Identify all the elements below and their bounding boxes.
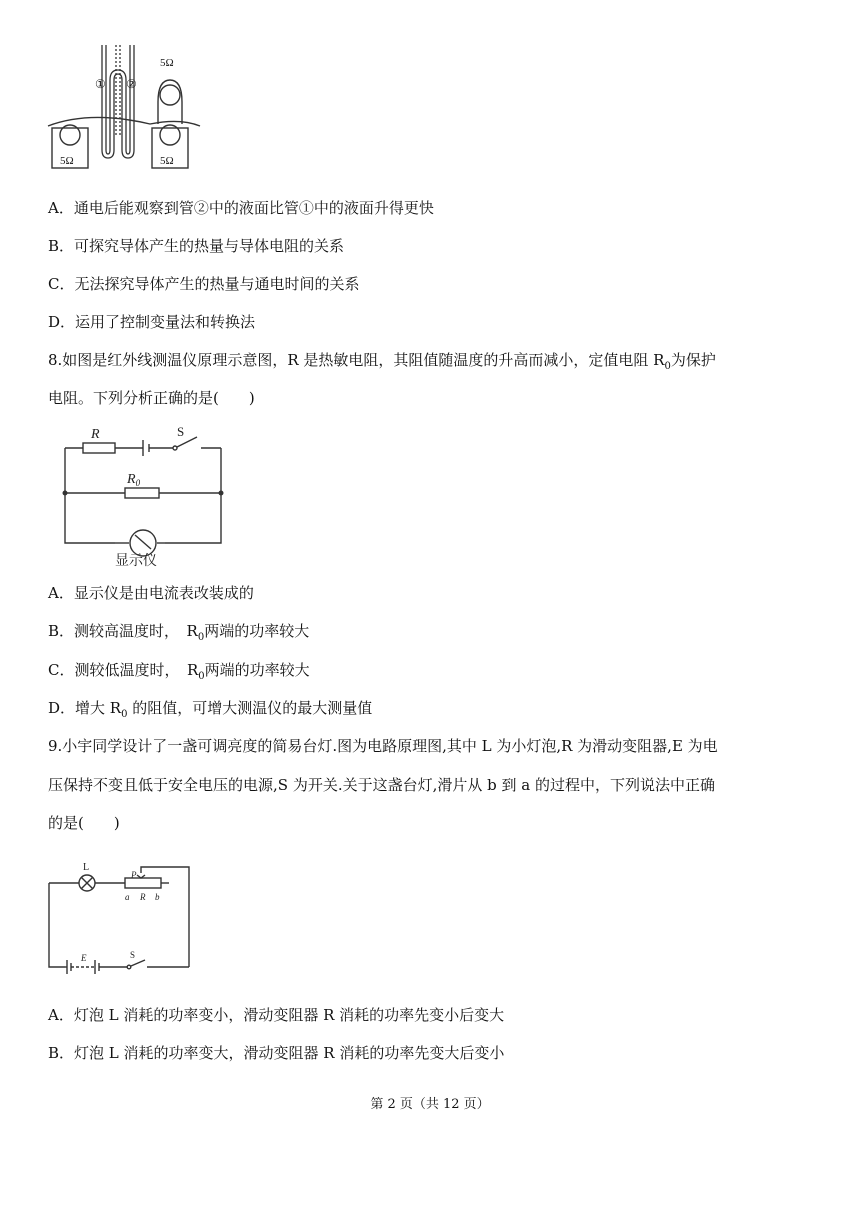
end-a-label: a (125, 892, 130, 902)
resistor-top-label: 5Ω (160, 57, 174, 69)
q7-option-b: B．可探究导体产生的热量与导体电阻的关系 (48, 237, 345, 255)
end-b-label: b (155, 892, 160, 902)
slider-label: P (131, 870, 137, 880)
meter-label: 显示仪 (115, 554, 157, 569)
q8-option-d: D．增大 $R_0$ 的阻值，可增大测温仪的最大测量值 (48, 699, 373, 720)
q8-stem-line1: 8.如图是红外线测温仪原理示意图，R 是热敏电阻，其阻值随温度的升高而减小，定值电阻 $R_0$为保护 (48, 351, 716, 372)
q9-stem-line3: 的是( ) (48, 814, 120, 832)
q8-option-c: C．测较低温度时， $R_0$两端的功率较大 (48, 661, 310, 682)
lamp-label: L (83, 862, 90, 873)
rheostat-label: R (140, 892, 146, 902)
page-footer: 第 2 页（共 12 页） (370, 1097, 490, 1112)
r0-label: $R_0$ (127, 472, 141, 488)
q9-stem-line2: 压保持不变且低于安全电压的电源,S 为开关.关于这盏台灯,滑片从 b 到 a 的过程中，下列说法中正确 (48, 776, 715, 794)
q8-option-a: A．显示仪是由电流表改装成的 (48, 584, 254, 602)
r-label: R (91, 427, 100, 442)
resistor-left-label: 5Ω (60, 155, 74, 167)
resistor-middle-label: 5Ω (160, 155, 174, 167)
tube-1-label: ① (95, 77, 106, 91)
q9-stem-line1: 9.小宇同学设计了一盏可调亮度的简易台灯.图为电路原理图,其中 L 为小灯泡,R 为滑动变阻器,E 为电 (48, 737, 718, 755)
q7-option-d: D．运用了控制变量法和转换法 (48, 313, 256, 331)
tube-2-label: ② (126, 77, 137, 91)
switch-label: S (130, 950, 136, 960)
q8-stem-line2: 电阻。下列分析正确的是( ) (48, 389, 255, 407)
q8-option-b: B．测较高温度时， $R_0$两端的功率较大 (48, 622, 310, 643)
thermometer-circuit-figure (55, 423, 235, 568)
u-tube-apparatus-figure (40, 40, 210, 175)
q9-option-b: B．灯泡 L 消耗的功率变大，滑动变阻器 R 消耗的功率先变大后变小 (48, 1044, 505, 1062)
q9-option-a: A．灯泡 L 消耗的功率变小，滑动变阻器 R 消耗的功率先变小后变大 (48, 1006, 505, 1024)
s-label: S (177, 424, 185, 439)
q7-option-c: C．无法探究导体产生的热量与通电时间的关系 (48, 275, 360, 293)
q7-option-a: A．通电后能观察到管②中的液面比管①中的液面升得更快 (48, 199, 434, 217)
source-label: E (81, 953, 87, 963)
lamp-circuit-figure (45, 857, 195, 977)
